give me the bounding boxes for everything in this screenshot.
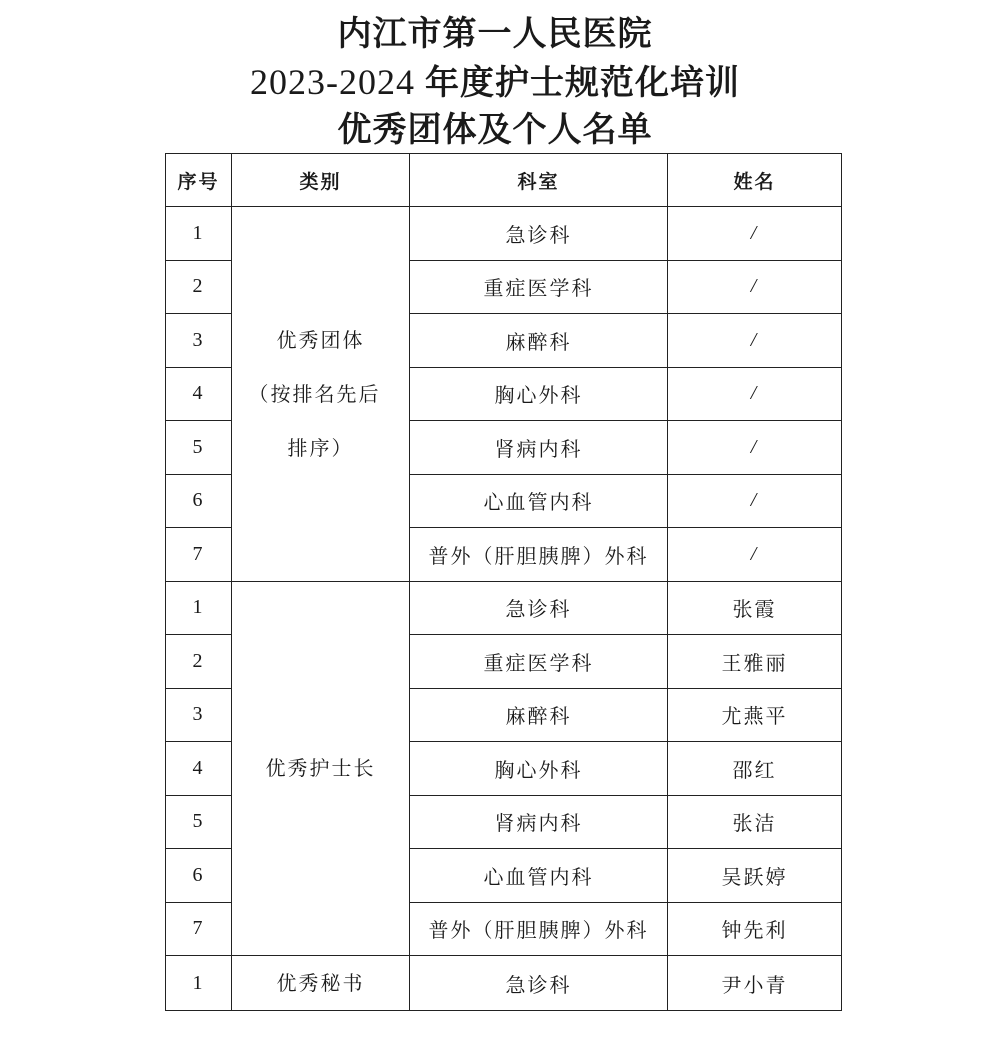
row-number: 6 <box>166 474 232 528</box>
header-department: 科室 <box>410 154 668 207</box>
name-cell: 邵红 <box>668 742 842 796</box>
department-cell: 急诊科 <box>410 581 668 635</box>
category-line: 优秀护士长 <box>265 756 376 781</box>
row-number: 1 <box>166 207 232 261</box>
document-title <box>0 10 990 154</box>
category-line: 排序） <box>287 435 354 460</box>
department-cell: 普外（肝胆胰脾）外科 <box>410 902 668 956</box>
department-cell: 急诊科 <box>410 207 668 261</box>
header-number: 序号 <box>166 154 232 207</box>
department-cell: 胸心外科 <box>410 367 668 421</box>
department-cell: 急诊科 <box>410 956 668 1011</box>
row-number: 3 <box>166 688 232 742</box>
department-cell: 麻醉科 <box>410 314 668 368</box>
row-number: 4 <box>166 367 232 421</box>
name-cell: / <box>668 260 842 314</box>
department-cell: 心血管内科 <box>410 849 668 903</box>
title-training <box>0 58 990 106</box>
table-row <box>166 207 842 261</box>
department-cell: 重症医学科 <box>410 635 668 689</box>
name-cell: / <box>668 421 842 475</box>
name-cell: 尹小青 <box>668 956 842 1011</box>
category-line: （按排名先后 <box>248 381 381 406</box>
department-cell: 普外（肝胆胰脾）外科 <box>410 528 668 582</box>
title-hospital: 内江市第一人民医院 <box>337 14 653 54</box>
header-name: 姓名 <box>668 154 842 207</box>
row-number: 2 <box>166 635 232 689</box>
name-cell: 张洁 <box>668 795 842 849</box>
row-number: 5 <box>166 421 232 475</box>
title-list: 优秀团体及个人名单 <box>337 110 653 150</box>
name-cell: 钟先利 <box>668 902 842 956</box>
row-number: 3 <box>166 314 232 368</box>
department-cell: 重症医学科 <box>410 260 668 314</box>
row-number: 7 <box>166 528 232 582</box>
department-cell: 胸心外科 <box>410 742 668 796</box>
name-cell: 吴跃婷 <box>668 849 842 903</box>
header-category: 类别 <box>232 154 410 207</box>
roster-table <box>165 153 842 1011</box>
row-number: 2 <box>166 260 232 314</box>
row-number: 1 <box>166 956 232 1011</box>
header-row <box>166 154 842 207</box>
row-number: 6 <box>166 849 232 903</box>
name-cell: / <box>668 528 842 582</box>
name-cell: 张霞 <box>668 581 842 635</box>
name-cell: 王雅丽 <box>668 635 842 689</box>
category-line: 优秀秘书 <box>276 971 365 995</box>
row-number: 7 <box>166 902 232 956</box>
name-cell: / <box>668 207 842 261</box>
department-cell: 肾病内科 <box>410 421 668 475</box>
category-line: 优秀团体 <box>276 327 365 352</box>
row-number: 5 <box>166 795 232 849</box>
name-cell: / <box>668 474 842 528</box>
department-cell: 肾病内科 <box>410 795 668 849</box>
title-training-text: 年度护士规范化培训 <box>425 63 740 103</box>
name-cell: 尤燕平 <box>668 688 842 742</box>
title-year: 2023-2024 <box>250 62 415 102</box>
department-cell: 心血管内科 <box>410 474 668 528</box>
category-cell-team <box>232 207 410 582</box>
row-number: 1 <box>166 581 232 635</box>
table-row <box>166 581 842 635</box>
name-cell: / <box>668 314 842 368</box>
category-cell-secretary <box>232 956 410 1011</box>
row-number: 4 <box>166 742 232 796</box>
category-cell-head-nurse <box>232 581 410 956</box>
name-cell: / <box>668 367 842 421</box>
table-row <box>166 956 842 1011</box>
department-cell: 麻醉科 <box>410 688 668 742</box>
